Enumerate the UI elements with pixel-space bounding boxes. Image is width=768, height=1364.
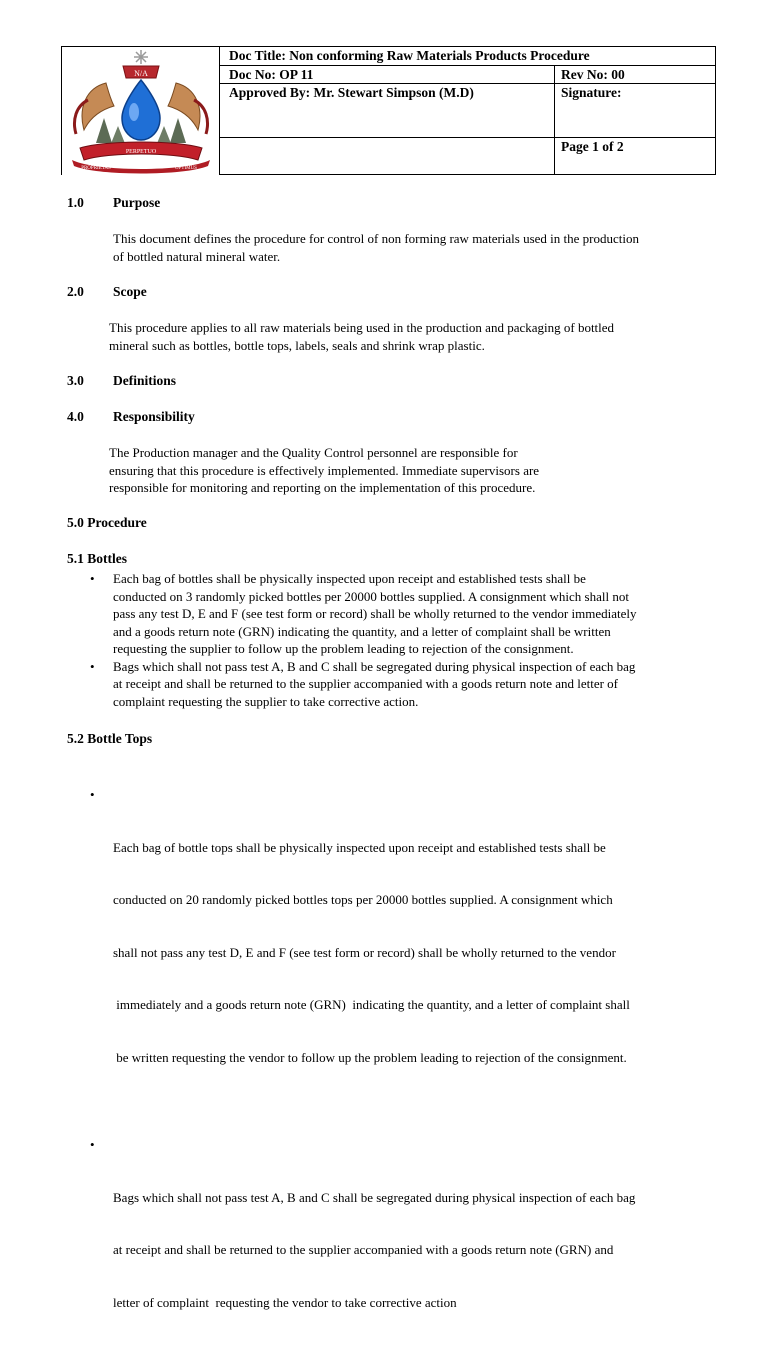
subsection-title-bottle-tops: 5.2 Bottle Tops — [67, 731, 153, 746]
text-line: conducted on 20 randomly picked bottles tops per 20000 bottles supplied. A consignment which — [113, 892, 613, 907]
text-line: pass any test D, E and F (see test form or record) shall be wholly returned to the vendor immediately — [113, 606, 637, 621]
doc-number: Doc No: OP 11 — [229, 67, 314, 82]
logo-right-motto: OPTIMUS — [175, 166, 197, 171]
revision-number: Rev No: 00 — [561, 67, 625, 82]
text-line: and a goods return note (GRN) indicating the quantity, and a letter of complaint shall be written — [113, 623, 611, 639]
text-line: responsible for monitoring and reporting on the implementation of this procedure. — [109, 480, 536, 495]
section-title-responsibility: Responsibility — [113, 409, 195, 424]
list-item — [90, 570, 637, 658]
text-line: This procedure applies to all raw materials being used in the production and packaging of bottled — [109, 320, 615, 335]
text-line: complaint requesting the supplier to take corrective action. — [113, 693, 419, 709]
section-number-purpose: 1.0 — [67, 195, 84, 210]
list-item — [90, 1136, 636, 1346]
document-header-table — [219, 46, 716, 175]
text-line: Bags which shall not pass test A, B and C shall be segregated during physical inspection of each bag — [113, 658, 636, 674]
section-number-definitions: 3.0 — [67, 373, 84, 388]
text-line: at receipt and shall be returned to the supplier accompanied with a goods return note and letter of — [113, 676, 619, 691]
text-line: shall not pass any test D, E and F (see test form or record) shall be wholly returned to the vendor — [113, 944, 616, 960]
text-line: of bottled natural mineral water. — [113, 248, 281, 264]
section-title-procedure: 5.0 Procedure — [67, 515, 147, 530]
text-line: Bags which shall not pass test A, B and C shall be segregated during physical inspection of each bag — [113, 1189, 636, 1205]
text-line: Each bag of bottle tops shall be physically inspected upon receipt and established tests shall be — [113, 839, 606, 855]
signature-label: Signature: — [561, 85, 622, 100]
logo-top-text: N/A — [134, 69, 148, 78]
purpose-paragraph — [113, 230, 639, 265]
text-line: The Production manager and the Quality Control personnel are responsible for — [109, 445, 518, 460]
text-line: ensuring that this procedure is effectively implemented. Immediate supervisors are — [109, 462, 540, 478]
section-title-scope: Scope — [113, 284, 147, 299]
bullet-icon: • — [90, 658, 95, 674]
text-line: letter of complaint requesting the vendor to take corrective action — [113, 1294, 457, 1310]
logo-left-motto: PROPRIETAS — [81, 166, 111, 171]
responsibility-paragraph — [109, 444, 539, 497]
section-number-responsibility: 4.0 — [67, 409, 84, 424]
text-line: This document defines the procedure for control of non forming raw materials used in the production — [113, 231, 639, 246]
company-logo — [66, 48, 216, 174]
text-line: be written requesting the vendor to follow up the problem leading to rejection of the consignment. — [113, 1049, 627, 1065]
list-item — [90, 658, 636, 711]
page-number: Page 1 of 2 — [561, 139, 624, 154]
section-title-definitions: Definitions — [113, 373, 177, 388]
text-line: requesting the supplier to follow up the problem leading to rejection of the consignment. — [113, 641, 574, 656]
bottle-tops-bullet-list — [90, 751, 636, 1364]
bottles-bullet-list — [90, 570, 637, 710]
bullet-icon: • — [90, 1137, 95, 1152]
text-line: Each bag of bottles shall be physically inspected upon receipt and established tests shall be — [113, 571, 586, 586]
text-line: conducted on 3 randomly picked bottles per 20000 bottles supplied. A consignment which shall not — [113, 588, 629, 604]
section-number-scope: 2.0 — [67, 284, 84, 299]
bullet-icon: • — [90, 571, 95, 586]
approved-by: Approved By: Mr. Stewart Simpson (M.D) — [229, 85, 474, 100]
bullet-icon: • — [90, 787, 95, 802]
subsection-title-bottles: 5.1 Bottles — [67, 551, 127, 566]
logo-banner-text: PERPETUO — [125, 149, 157, 155]
section-title-purpose: Purpose — [113, 195, 161, 210]
text-line: immediately and a goods return note (GRN) indicating the quantity, and a letter of complaint shall — [113, 997, 630, 1012]
list-item — [90, 786, 635, 1101]
text-line: mineral such as bottles, bottle tops, labels, seals and shrink wrap plastic. — [109, 337, 485, 353]
scope-paragraph — [109, 319, 614, 354]
doc-title: Doc Title: Non conforming Raw Materials Products Procedure — [229, 48, 590, 63]
text-line: at receipt and shall be returned to the supplier accompanied with a goods return note (GRN) and — [113, 1242, 614, 1257]
